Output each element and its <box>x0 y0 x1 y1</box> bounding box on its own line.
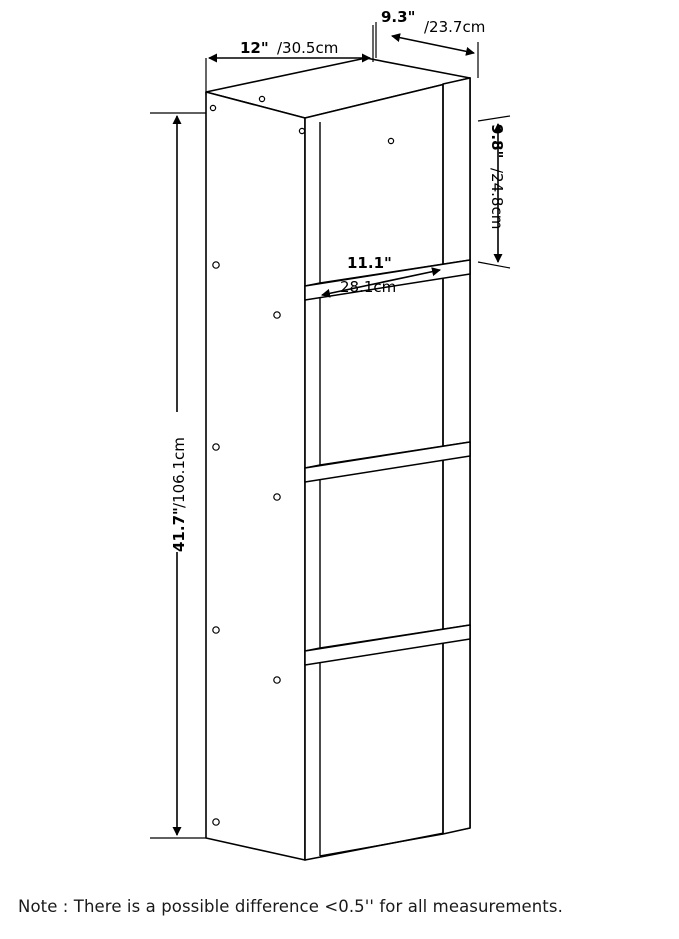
dimension-shelf-inner-width-inch-label: 11.1" <box>347 254 392 272</box>
dimension-width-cm-label: /30.5cm <box>277 39 339 57</box>
dimension-overall-height-inch-label: 41.7" <box>170 507 188 552</box>
dimension-shelf-opening-inch-label: 9.8" <box>488 124 506 159</box>
dimension-shelf-opening-cm-label: /24.8cm <box>488 168 506 230</box>
left-side-panel <box>206 92 305 860</box>
dimension-depth-inch-label: 9.3" <box>381 8 416 26</box>
dimension-depth-cm-label: /23.7cm <box>424 18 486 36</box>
dimension-shelf-opening <box>478 116 510 268</box>
measurement-note: Note : There is a possible difference <0.5'' for all measurements. <box>18 897 563 916</box>
dimension-shelf-inner-width-cm-label: 28.1cm <box>340 278 397 296</box>
dimension-overall-height-cm-label: /106.1cm <box>170 437 188 508</box>
dimension-overall-height <box>150 113 206 838</box>
dimension-width-inch-label: 12" <box>240 39 269 57</box>
